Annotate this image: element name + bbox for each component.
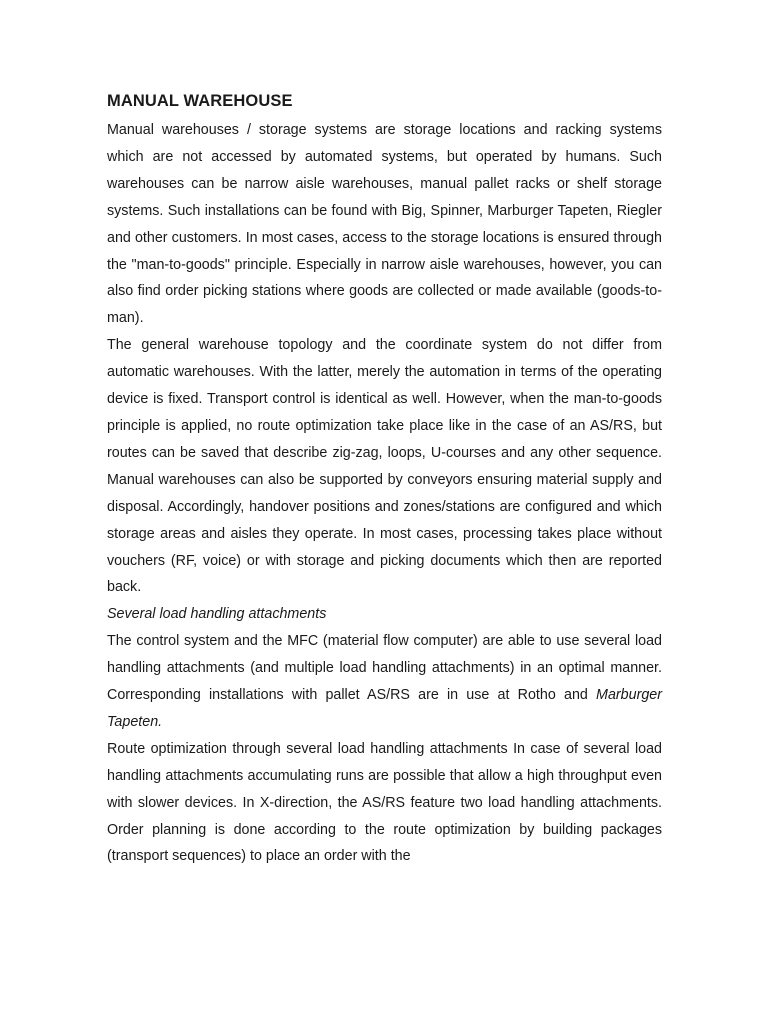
subheading-load-handling: Several load handling attachments [107,606,327,623]
document-page [107,88,662,870]
document-title: MANUAL WAREHOUSE [107,92,293,110]
paragraph-route-optimization: Route optimization through several load handling attachments In case of several load handling attachments accumulating runs are possible that allow a high throughput even with slower devices. In X-direction, the AS/RS feature two load handling attachments. Order planning is done according to the route optimization by building packages (transport sequences) to place an order with the [107,740,662,865]
paragraph-control-system-italic: Marburger Tapeten. [107,687,662,730]
paragraph-intro: Manual warehouses / storage systems are storage locations and racking systems which are not accessed by automated systems, but operated by humans. Such warehouses can be narrow aisle warehouses, manual pallet racks or shelf storage systems. Such installations can be found with Big, Spinner, Marburger Tapeten, Riegler and other customers. In most cases, access to the storage locations is ensured through the "man-to-goods" principle. Especially in narrow aisle warehouses, however, you can also find order picking stations where goods are collected or made available (goods-to-man). [107,122,662,327]
paragraph-topology: The general warehouse topology and the coordinate system do not differ from automatic warehouses. With the latter, merely the automation in terms of the operating device is fixed. Transport control is identical as well. However, when the man-to-goods principle is applied, no route optimization take place like in the case of an AS/RS, but routes can be saved that describe zig-zag, loops, U-courses and any other sequence. Manual warehouses can also be supported by conveyors ensuring material supply and disposal. Accordingly, handover positions and zones/stations are configured and which storage areas and aisles they operate. In most cases, processing takes place without vouchers (RF, voice) or with storage and picking documents which then are reported back. [107,337,662,596]
paragraph-control-system-text: The control system and the MFC (material flow computer) are able to use several load handling attachments (and multiple load handling attachments) in an optimal manner. Corresponding installations with pallet AS/RS are in use at Rotho and [107,633,662,704]
paragraph-control-system [107,628,662,736]
